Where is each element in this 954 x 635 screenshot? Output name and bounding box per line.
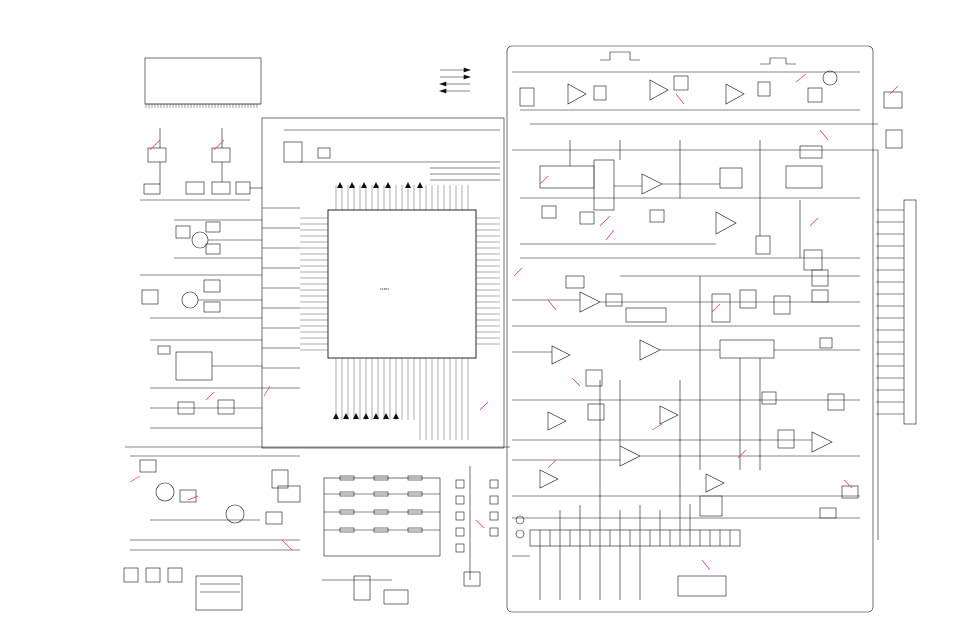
cpu-ref: IC501: [380, 287, 390, 291]
